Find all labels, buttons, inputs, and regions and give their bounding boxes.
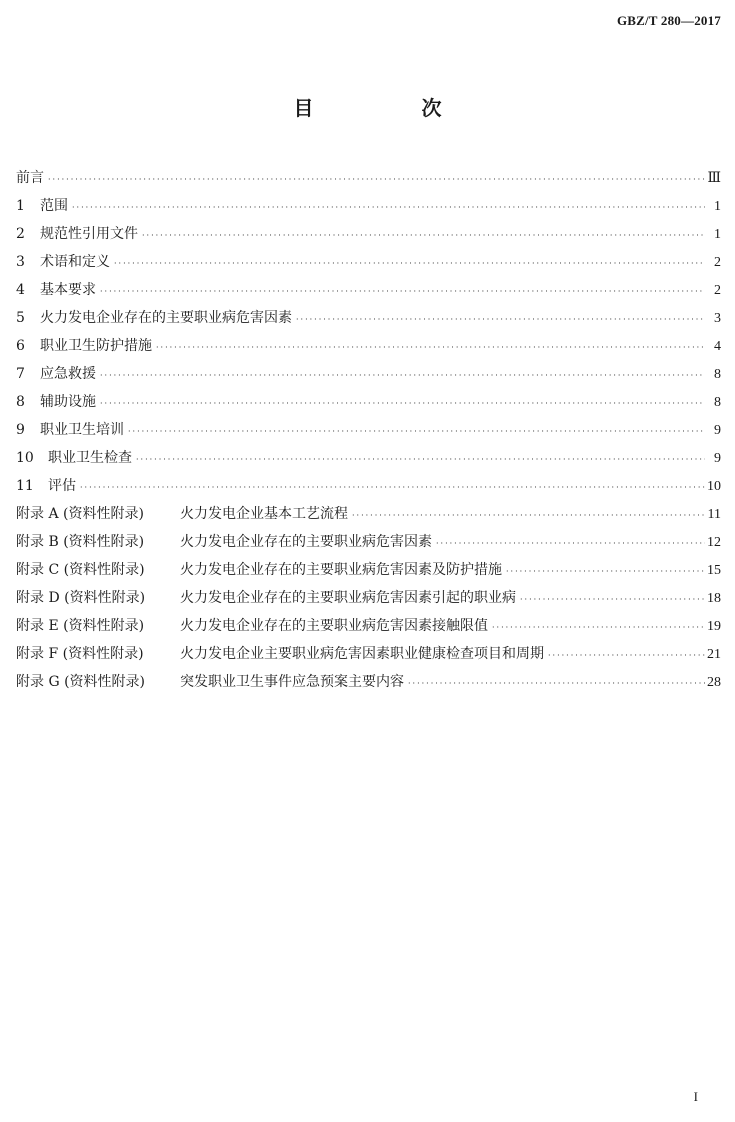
dot-leader — [136, 446, 705, 474]
toc-entry-number: 4 — [16, 282, 25, 298]
document-code: GBZ/T 280—2017 — [616, 13, 721, 28]
toc-entry-label: 火力发电企业主要职业病危害因素职业健康检查项目和周期 — [180, 646, 544, 662]
annex-prefix: 附录 D (资料性附录) — [16, 590, 146, 606]
toc-entry-label: 范围 — [40, 198, 68, 214]
toc-entry-number: 1 — [16, 198, 25, 214]
toc-page-number: 1 — [714, 227, 721, 242]
toc-page-number: 9 — [714, 451, 721, 466]
toc-entry-annex-a[interactable] — [16, 500, 721, 528]
annex-prefix: 附录 C (资料性附录) — [16, 562, 145, 578]
toc-page-number: 11 — [707, 507, 721, 522]
toc-entry-number: 10 — [16, 450, 34, 466]
toc-entry-8[interactable] — [16, 388, 721, 416]
dot-leader — [114, 250, 705, 278]
toc-page-number: 18 — [707, 591, 721, 606]
toc-page-number: Ⅲ — [707, 171, 721, 186]
toc-entry-label: 前言 — [16, 170, 44, 186]
dot-leader — [100, 390, 705, 418]
toc-entry-number: 2 — [16, 226, 25, 242]
toc-entry-label: 评估 — [48, 478, 76, 494]
toc-entry-11[interactable] — [16, 472, 721, 500]
toc-entry-number: 8 — [16, 394, 25, 410]
toc-entry-number: 5 — [16, 310, 25, 326]
toc-entry-label: 火力发电企业基本工艺流程 — [180, 506, 348, 522]
dot-leader — [436, 530, 705, 558]
dot-leader — [548, 642, 705, 670]
toc-page-number: 21 — [707, 647, 721, 662]
dot-leader — [72, 194, 705, 222]
toc-page-number: 19 — [707, 619, 721, 634]
toc-entry-label: 职业卫生检查 — [48, 450, 132, 466]
toc-entry-2[interactable] — [16, 220, 721, 248]
annex-prefix: 附录 E (资料性附录) — [16, 618, 145, 634]
toc-entry-number: 6 — [16, 338, 25, 354]
dot-leader — [156, 334, 705, 362]
toc-entry-label: 术语和定义 — [40, 254, 110, 270]
toc-page-number: 4 — [714, 339, 721, 354]
toc-entry-number: 3 — [16, 254, 25, 270]
toc-entry-label: 火力发电企业存在的主要职业病危害因素及防护措施 — [180, 562, 502, 578]
toc-entry-7[interactable] — [16, 360, 721, 388]
toc-entry-number: 11 — [16, 478, 34, 494]
toc-entry-annex-b[interactable] — [16, 528, 721, 556]
toc-page-number: 9 — [714, 423, 721, 438]
annex-prefix: 附录 A (资料性附录) — [16, 506, 144, 522]
toc-entry-10[interactable] — [16, 444, 721, 472]
toc-entry-9[interactable] — [16, 416, 721, 444]
toc-entry-1[interactable] — [16, 192, 721, 220]
toc-page-number: 3 — [714, 311, 721, 326]
toc-page-number: 1 — [714, 199, 721, 214]
toc-entry-label: 火力发电企业存在的主要职业病危害因素 — [180, 534, 432, 550]
toc-page-number: 2 — [714, 283, 721, 298]
toc-entry-label: 辅助设施 — [40, 394, 96, 410]
toc-entry-foreword[interactable] — [16, 164, 721, 192]
toc-page-number: 10 — [707, 479, 721, 494]
toc-page-number: 2 — [714, 255, 721, 270]
annex-prefix: 附录 F (资料性附录) — [16, 646, 144, 662]
toc-entry-annex-g[interactable] — [16, 668, 721, 696]
toc-page-number: 8 — [714, 395, 721, 410]
dot-leader — [408, 670, 705, 698]
toc-title: 目 次 — [293, 96, 486, 120]
toc-page-number: 15 — [707, 563, 721, 578]
annex-prefix: 附录 G (资料性附录) — [16, 674, 146, 690]
dot-leader — [520, 586, 705, 614]
toc-entry-6[interactable] — [16, 332, 721, 360]
toc-entry-label: 火力发电企业存在的主要职业病危害因素 — [40, 310, 292, 326]
dot-leader — [506, 558, 705, 586]
toc-entry-annex-d[interactable] — [16, 584, 721, 612]
toc-entry-label: 职业卫生培训 — [40, 422, 124, 438]
toc-entry-4[interactable] — [16, 276, 721, 304]
toc-entry-5[interactable] — [16, 304, 721, 332]
dot-leader — [100, 278, 705, 306]
toc-entry-number: 7 — [16, 366, 25, 382]
toc-page-number: 12 — [707, 535, 721, 550]
dot-leader — [80, 474, 705, 502]
toc-entry-number: 9 — [16, 422, 25, 438]
toc-entry-label: 火力发电企业存在的主要职业病危害因素引起的职业病 — [180, 590, 516, 606]
annex-prefix: 附录 B (资料性附录) — [16, 534, 145, 550]
toc-entry-annex-c[interactable] — [16, 556, 721, 584]
toc-entry-3[interactable] — [16, 248, 721, 276]
toc-entry-label: 规范性引用文件 — [40, 226, 138, 242]
toc-page-number: 8 — [714, 367, 721, 382]
dot-leader — [352, 502, 705, 530]
dot-leader — [128, 418, 705, 446]
dot-leader — [100, 362, 705, 390]
table-of-contents — [16, 164, 721, 696]
toc-entry-label: 应急救援 — [40, 366, 96, 382]
page-number: I — [693, 1089, 698, 1104]
dot-leader — [142, 222, 705, 250]
toc-entry-label: 突发职业卫生事件应急预案主要内容 — [180, 674, 404, 690]
dot-leader — [296, 306, 705, 334]
toc-entry-label: 火力发电企业存在的主要职业病危害因素接触限值 — [180, 618, 488, 634]
dot-leader — [48, 166, 705, 194]
toc-entry-label: 基本要求 — [40, 282, 96, 298]
toc-entry-annex-f[interactable] — [16, 640, 721, 668]
dot-leader — [492, 614, 705, 642]
toc-page-number: 28 — [707, 675, 721, 690]
toc-entry-annex-e[interactable] — [16, 612, 721, 640]
toc-entry-label: 职业卫生防护措施 — [40, 338, 152, 354]
